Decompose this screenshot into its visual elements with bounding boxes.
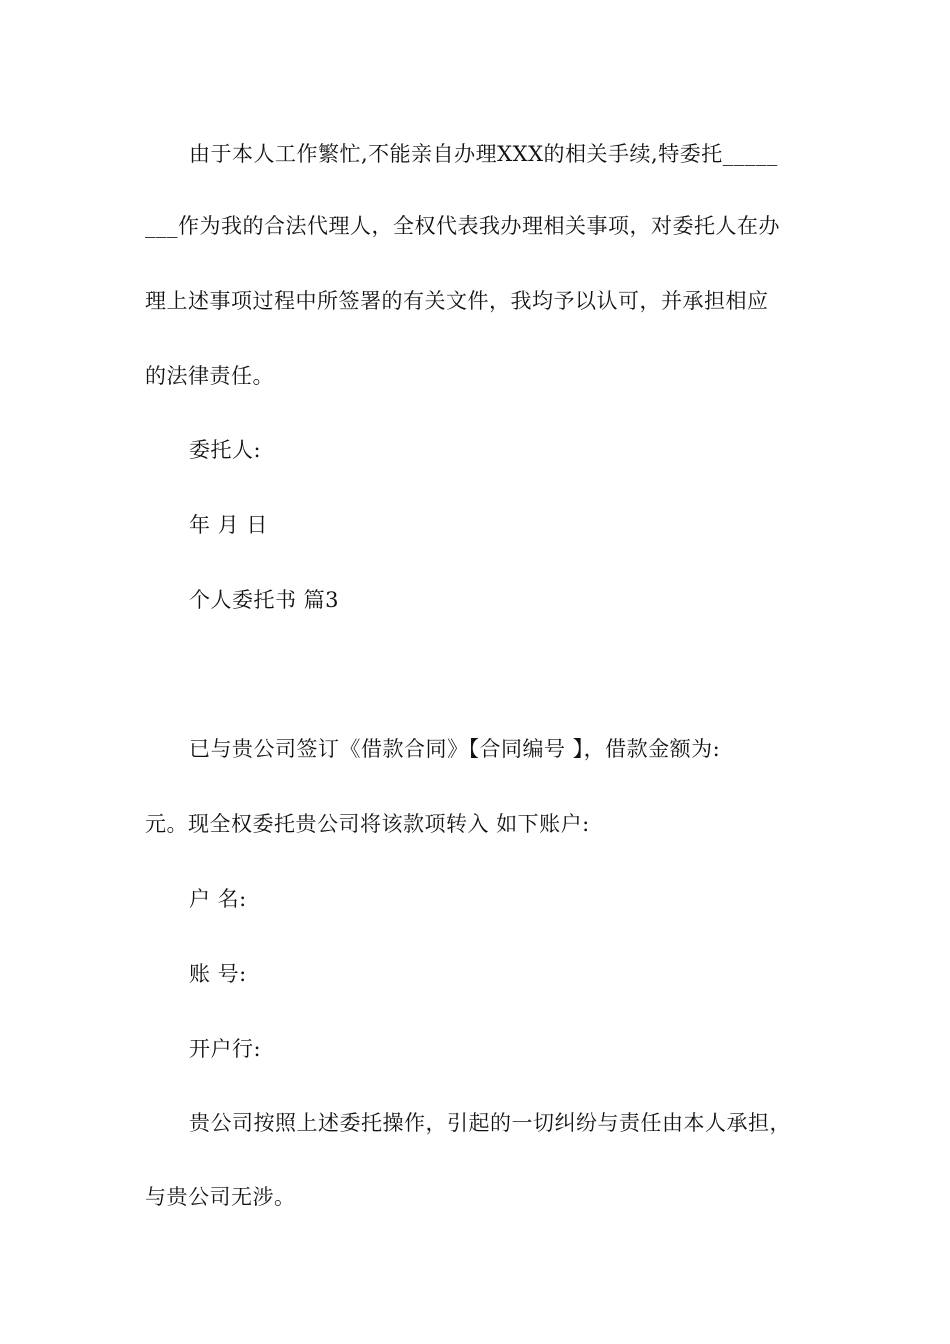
paragraph-1-line-1: 由于本人工作繁忙,不能亲自办理XXX的相关手续,特委托_____ [189,142,778,166]
bank-label: 开户行: [189,1037,262,1061]
paragraph-3-line-1: 贵公司按照上述委托操作，引起的一切纠纷与责任由本人承担， [189,1111,791,1135]
date-line: 年 月 日 [189,513,268,537]
paragraph-1-line-4: 的法律责任。 [145,364,274,388]
principal-label: 委托人: [189,438,262,462]
account-name-label: 户 名: [189,887,247,911]
paragraph-1-line-3: 理上述事项过程中所签署的有关文件，我均予以认可，并承担相应 [145,289,769,313]
paragraph-2-line-2: 元。现全权委托贵公司将该款项转入 如下账户: [145,812,590,836]
section-title: 个人委托书 篇3 [189,588,340,612]
paragraph-2-line-1: 已与贵公司签订《借款合同》【合同编号 】，借款金额为: [189,737,721,761]
paragraph-3-line-2: 与贵公司无涉。 [145,1185,296,1209]
paragraph-1-line-2: ___作为我的合法代理人，全权代表我办理相关事项，对委托人在办 [145,214,780,238]
account-number-label: 账 号: [189,962,247,986]
